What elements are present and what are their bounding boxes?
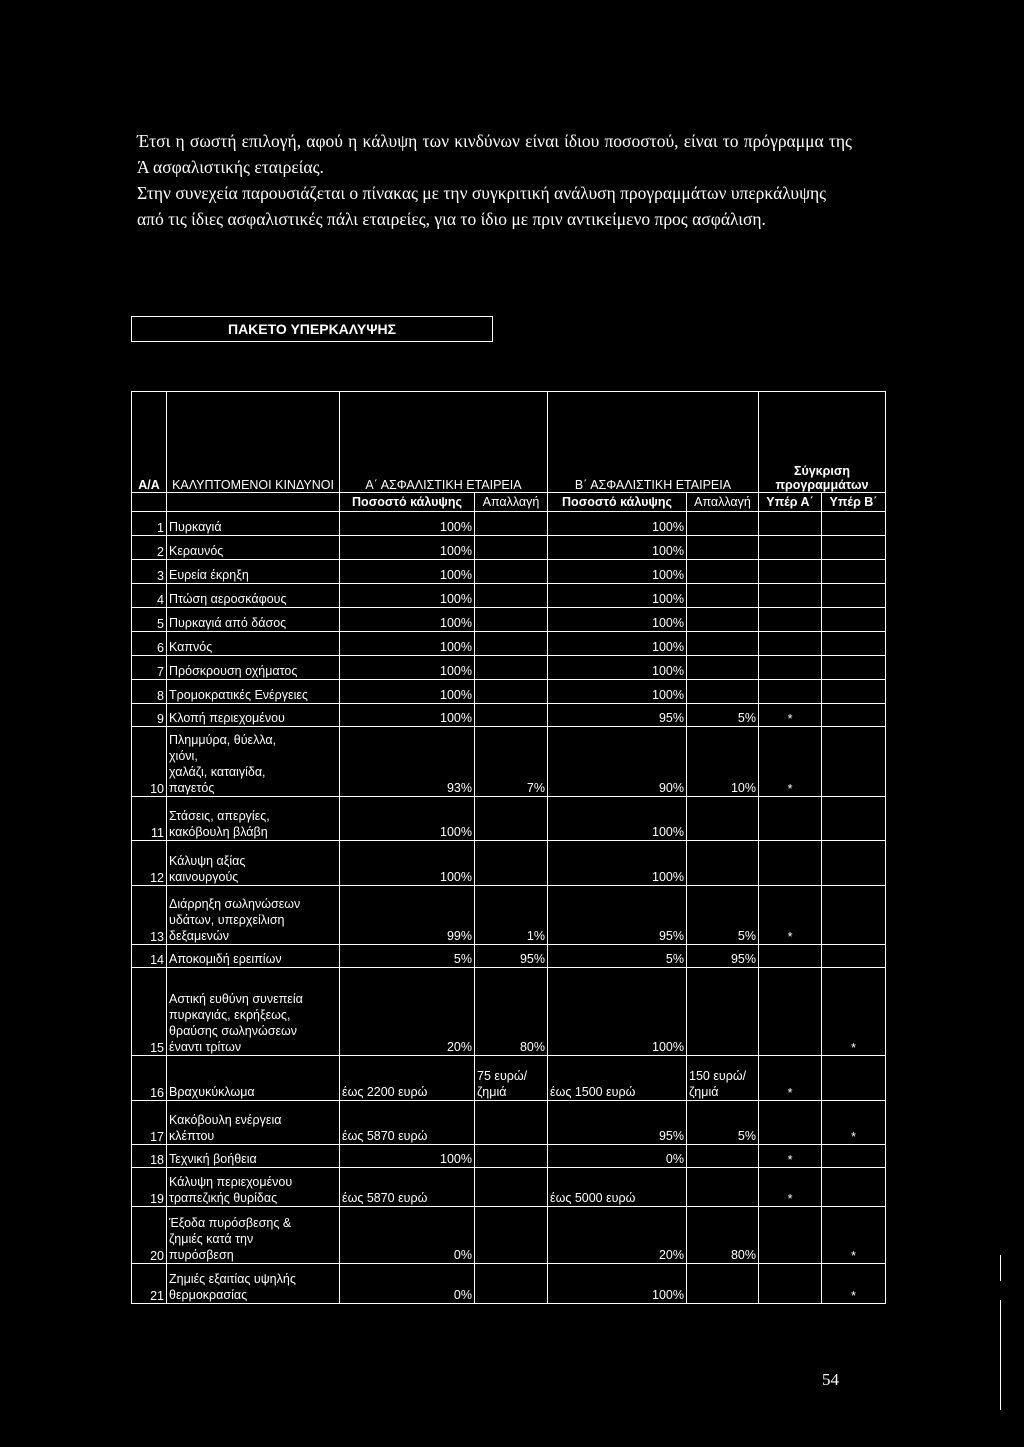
company-b-coverage: 5%	[548, 945, 687, 968]
subheader-b-deductible: Απαλλαγή	[687, 493, 759, 512]
company-b-deductible	[687, 632, 759, 656]
scan-edge-line	[1000, 1300, 1001, 1410]
risk-name: Κάλυψη περιεχομένου τραπεζικής θυρίδας	[167, 1168, 340, 1207]
company-b-coverage: 100%	[548, 841, 687, 886]
company-b-coverage: 100%	[548, 656, 687, 680]
table-row	[132, 968, 886, 1056]
company-b-deductible: 150 ευρώ/ ζημιά	[687, 1056, 759, 1101]
row-number: 7	[132, 656, 167, 680]
comparison-for-b	[822, 704, 886, 727]
comparison-for-b	[822, 1056, 886, 1101]
risk-name: Πυρκαγιά από δάσος	[167, 608, 340, 632]
company-a-coverage: έως 5870 ευρώ	[340, 1168, 475, 1207]
comparison-for-a	[759, 632, 822, 656]
intro-paragraph-1: Έτσι η σωστή επιλογή, αφού η κάλυψη των κινδύνων είναι ίδιου ποσοστού, είναι το πρόγραμμα της Ά ασφαλιστικής εταιρείας.	[137, 131, 852, 177]
company-a-deductible	[475, 797, 548, 841]
header-company-b: Β΄ ΑΣΦΑΛΙΣΤΙΚΗ ΕΤΑΙΡΕΙΑ	[548, 392, 759, 493]
table-row	[132, 584, 886, 608]
row-number: 11	[132, 797, 167, 841]
intro-text	[137, 128, 852, 232]
company-b-deductible	[687, 608, 759, 632]
company-a-deductible	[475, 608, 548, 632]
table-row	[132, 886, 886, 945]
company-b-coverage: 100%	[548, 536, 687, 560]
comparison-for-b: *	[822, 968, 886, 1056]
company-a-coverage: 100%	[340, 560, 475, 584]
comparison-for-b	[822, 536, 886, 560]
company-b-coverage: 100%	[548, 797, 687, 841]
comparison-for-b	[822, 632, 886, 656]
header-company-a: Α΄ ΑΣΦΑΛΙΣΤΙΚΗ ΕΤΑΙΡΕΙΑ	[340, 392, 548, 493]
risk-name: Αστική ευθύνη συνεπεία πυρκαγιάς, εκρήξεως, θραύσης σωληνώσεων έναντι τρίτων	[167, 968, 340, 1056]
company-a-deductible: 1%	[475, 886, 548, 945]
comparison-for-b: *	[822, 1264, 886, 1304]
company-a-coverage: 100%	[340, 608, 475, 632]
company-b-deductible: 95%	[687, 945, 759, 968]
company-b-coverage: 95%	[548, 1101, 687, 1145]
table-row	[132, 1101, 886, 1145]
company-b-coverage: 100%	[548, 1264, 687, 1304]
comparison-for-b	[822, 656, 886, 680]
comparison-for-a	[759, 1264, 822, 1304]
company-a-coverage: 100%	[340, 704, 475, 727]
comparison-for-b	[822, 680, 886, 704]
risk-name: Διάρρηξη σωληνώσεων υδάτων, υπερχείλιση δεξαμενών	[167, 886, 340, 945]
company-b-deductible	[687, 512, 759, 536]
header-risks: ΚΑΛΥΠΤΟΜΕΝΟΙ ΚΙΝΔΥΝΟΙ	[167, 392, 340, 493]
company-b-deductible	[687, 560, 759, 584]
row-number: 5	[132, 608, 167, 632]
company-b-coverage: έως 1500 ευρώ	[548, 1056, 687, 1101]
company-a-deductible	[475, 1145, 548, 1168]
company-a-deductible	[475, 632, 548, 656]
company-b-coverage: 100%	[548, 608, 687, 632]
comparison-for-a	[759, 1207, 822, 1264]
company-a-deductible	[475, 656, 548, 680]
company-b-deductible: 5%	[687, 1101, 759, 1145]
table-row	[132, 945, 886, 968]
table-row	[132, 536, 886, 560]
risk-name: Στάσεις, απεργίες, κακόβουλη βλάβη	[167, 797, 340, 841]
risk-name: Κλοπή περιεχομένου	[167, 704, 340, 727]
company-b-deductible: 80%	[687, 1207, 759, 1264]
company-a-deductible	[475, 584, 548, 608]
subheader-empty-aa	[132, 493, 167, 512]
company-a-coverage: 0%	[340, 1264, 475, 1304]
company-b-deductible	[687, 1264, 759, 1304]
company-a-coverage: 93%	[340, 727, 475, 797]
row-number: 18	[132, 1145, 167, 1168]
comparison-for-a	[759, 945, 822, 968]
table-row	[132, 1168, 886, 1207]
company-b-deductible	[687, 968, 759, 1056]
company-b-coverage: 100%	[548, 632, 687, 656]
risk-name: Τρομοκρατικές Ενέργειες	[167, 680, 340, 704]
subheader-a-deductible: Απαλλαγή	[475, 493, 548, 512]
page-number: 54	[822, 1370, 839, 1389]
risk-name: Πρόσκρουση οχήματος	[167, 656, 340, 680]
table-row	[132, 797, 886, 841]
company-a-coverage: 100%	[340, 584, 475, 608]
company-b-coverage: 100%	[548, 680, 687, 704]
comparison-for-a	[759, 536, 822, 560]
header-aa: Α/Α	[132, 392, 167, 493]
company-a-coverage: 100%	[340, 1145, 475, 1168]
comparison-for-b	[822, 512, 886, 536]
subheader-b-coverage: Ποσοστό κάλυψης	[548, 493, 687, 512]
company-b-deductible	[687, 656, 759, 680]
company-b-deductible	[687, 1145, 759, 1168]
table-subheader-row	[132, 493, 886, 512]
company-a-coverage: 100%	[340, 632, 475, 656]
package-title-banner: ΠΑΚΕΤΟ ΥΠΕΡΚΑΛΥΨΗΣ	[131, 316, 493, 342]
company-a-deductible	[475, 680, 548, 704]
company-a-deductible: 75 ευρώ/ ζημιά	[475, 1056, 548, 1101]
comparison-for-b: *	[822, 1101, 886, 1145]
row-number: 1	[132, 512, 167, 536]
risk-name: Ευρεία έκρηξη	[167, 560, 340, 584]
row-number: 10	[132, 727, 167, 797]
row-number: 17	[132, 1101, 167, 1145]
company-a-deductible: 80%	[475, 968, 548, 1056]
comparison-for-b: *	[822, 1207, 886, 1264]
subheader-for-a: Υπέρ Α΄	[759, 493, 822, 512]
risk-name: Αποκομιδή ερειπίων	[167, 945, 340, 968]
subheader-a-coverage: Ποσοστό κάλυψης	[340, 493, 475, 512]
company-a-deductible	[475, 1207, 548, 1264]
company-b-coverage: 20%	[548, 1207, 687, 1264]
comparison-for-a	[759, 841, 822, 886]
company-a-deductible	[475, 560, 548, 584]
table-row	[132, 632, 886, 656]
subheader-empty-risks	[167, 493, 340, 512]
company-a-deductible	[475, 1168, 548, 1207]
company-a-deductible	[475, 1101, 548, 1145]
risk-name: Καπνός	[167, 632, 340, 656]
table-body	[132, 512, 886, 1304]
risk-name: Κεραυνός	[167, 536, 340, 560]
header-comparison: Σύγκριση προγραμμάτων	[759, 392, 886, 493]
company-a-deductible	[475, 841, 548, 886]
row-number: 14	[132, 945, 167, 968]
comparison-for-b	[822, 560, 886, 584]
company-a-coverage: 99%	[340, 886, 475, 945]
row-number: 20	[132, 1207, 167, 1264]
company-a-deductible	[475, 512, 548, 536]
comparison-for-b	[822, 1145, 886, 1168]
risk-name: Πυρκαγιά	[167, 512, 340, 536]
row-number: 12	[132, 841, 167, 886]
company-a-coverage: 100%	[340, 841, 475, 886]
company-a-deductible	[475, 1264, 548, 1304]
row-number: 21	[132, 1264, 167, 1304]
comparison-for-a: *	[759, 704, 822, 727]
row-number: 3	[132, 560, 167, 584]
company-a-deductible	[475, 704, 548, 727]
table-row	[132, 656, 886, 680]
company-a-deductible	[475, 536, 548, 560]
intro-paragraph-2: Στην συνεχεία παρουσιάζεται ο πίνακας με την συγκριτική ανάλυση προγραμμάτων υπερκάλυψης από τις ίδιες ασφαλιστικές πάλι εταιρείες, για το ίδιο με πριν αντικείμενο προς ασφάλιση.	[137, 183, 827, 229]
company-b-coverage: 90%	[548, 727, 687, 797]
comparison-for-b	[822, 945, 886, 968]
comparison-for-b	[822, 584, 886, 608]
company-b-coverage: 95%	[548, 886, 687, 945]
company-b-deductible	[687, 1168, 759, 1207]
comparison-for-b	[822, 797, 886, 841]
risk-name: Κακόβουλη ενέργεια κλέπτου	[167, 1101, 340, 1145]
company-a-coverage: έως 2200 ευρώ	[340, 1056, 475, 1101]
table-row	[132, 841, 886, 886]
table-row	[132, 1264, 886, 1304]
comparison-for-a	[759, 608, 822, 632]
table-header-row	[132, 392, 886, 493]
company-b-deductible	[687, 797, 759, 841]
risk-name: Τεχνική βοήθεια	[167, 1145, 340, 1168]
coverage-comparison-table	[131, 391, 886, 1304]
company-a-coverage: 0%	[340, 1207, 475, 1264]
comparison-for-a: *	[759, 1056, 822, 1101]
comparison-for-b	[822, 1168, 886, 1207]
company-a-coverage: 100%	[340, 797, 475, 841]
comparison-for-a	[759, 560, 822, 584]
comparison-for-b	[822, 727, 886, 797]
comparison-for-a	[759, 968, 822, 1056]
row-number: 19	[132, 1168, 167, 1207]
comparison-for-b	[822, 886, 886, 945]
company-b-deductible	[687, 680, 759, 704]
row-number: 8	[132, 680, 167, 704]
row-number: 6	[132, 632, 167, 656]
table-row	[132, 512, 886, 536]
company-a-coverage: 20%	[340, 968, 475, 1056]
table-row	[132, 1145, 886, 1168]
table-row	[132, 704, 886, 727]
comparison-for-b	[822, 841, 886, 886]
company-a-deductible: 95%	[475, 945, 548, 968]
comparison-for-a	[759, 584, 822, 608]
company-b-deductible	[687, 584, 759, 608]
comparison-for-a: *	[759, 1145, 822, 1168]
comparison-for-a	[759, 1101, 822, 1145]
comparison-for-a: *	[759, 727, 822, 797]
company-a-coverage: 5%	[340, 945, 475, 968]
company-a-coverage: 100%	[340, 656, 475, 680]
company-b-coverage: 100%	[548, 584, 687, 608]
row-number: 2	[132, 536, 167, 560]
table-row	[132, 1056, 886, 1101]
comparison-for-a	[759, 656, 822, 680]
company-b-deductible: 10%	[687, 727, 759, 797]
company-a-coverage: έως 5870 ευρώ	[340, 1101, 475, 1145]
comparison-for-b	[822, 608, 886, 632]
risk-name: Κάλυψη αξίας καινουργούς	[167, 841, 340, 886]
company-b-deductible: 5%	[687, 704, 759, 727]
comparison-for-a	[759, 797, 822, 841]
company-b-deductible: 5%	[687, 886, 759, 945]
comparison-for-a	[759, 680, 822, 704]
row-number: 15	[132, 968, 167, 1056]
company-b-deductible	[687, 841, 759, 886]
company-b-coverage: 95%	[548, 704, 687, 727]
risk-name: Πτώση αεροσκάφους	[167, 584, 340, 608]
comparison-for-a: *	[759, 1168, 822, 1207]
row-number: 16	[132, 1056, 167, 1101]
table-row	[132, 608, 886, 632]
company-b-coverage: 0%	[548, 1145, 687, 1168]
company-b-coverage: 100%	[548, 968, 687, 1056]
subheader-for-b: Υπέρ Β΄	[822, 493, 886, 512]
table-row	[132, 680, 886, 704]
company-a-coverage: 100%	[340, 512, 475, 536]
risk-name: Έξοδα πυρόσβεσης & ζημιές κατά την πυρόσβεση	[167, 1207, 340, 1264]
company-a-coverage: 100%	[340, 680, 475, 704]
comparison-for-a	[759, 512, 822, 536]
row-number: 4	[132, 584, 167, 608]
comparison-for-a: *	[759, 886, 822, 945]
company-b-coverage: 100%	[548, 512, 687, 536]
risk-name: Βραχυκύκλωμα	[167, 1056, 340, 1101]
scan-edge-line	[1000, 1255, 1001, 1281]
company-b-deductible	[687, 536, 759, 560]
table-row	[132, 1207, 886, 1264]
table-row	[132, 560, 886, 584]
company-a-deductible: 7%	[475, 727, 548, 797]
table-row	[132, 727, 886, 797]
risk-name: Ζημιές εξαιτίας υψηλής θερμοκρασίας	[167, 1264, 340, 1304]
row-number: 9	[132, 704, 167, 727]
row-number: 13	[132, 886, 167, 945]
company-b-coverage: έως 5000 ευρώ	[548, 1168, 687, 1207]
company-b-coverage: 100%	[548, 560, 687, 584]
company-a-coverage: 100%	[340, 536, 475, 560]
risk-name: Πλημμύρα, θύελλα, χιόνι, χαλάζι, καταιγίδα, παγετός	[167, 727, 340, 797]
